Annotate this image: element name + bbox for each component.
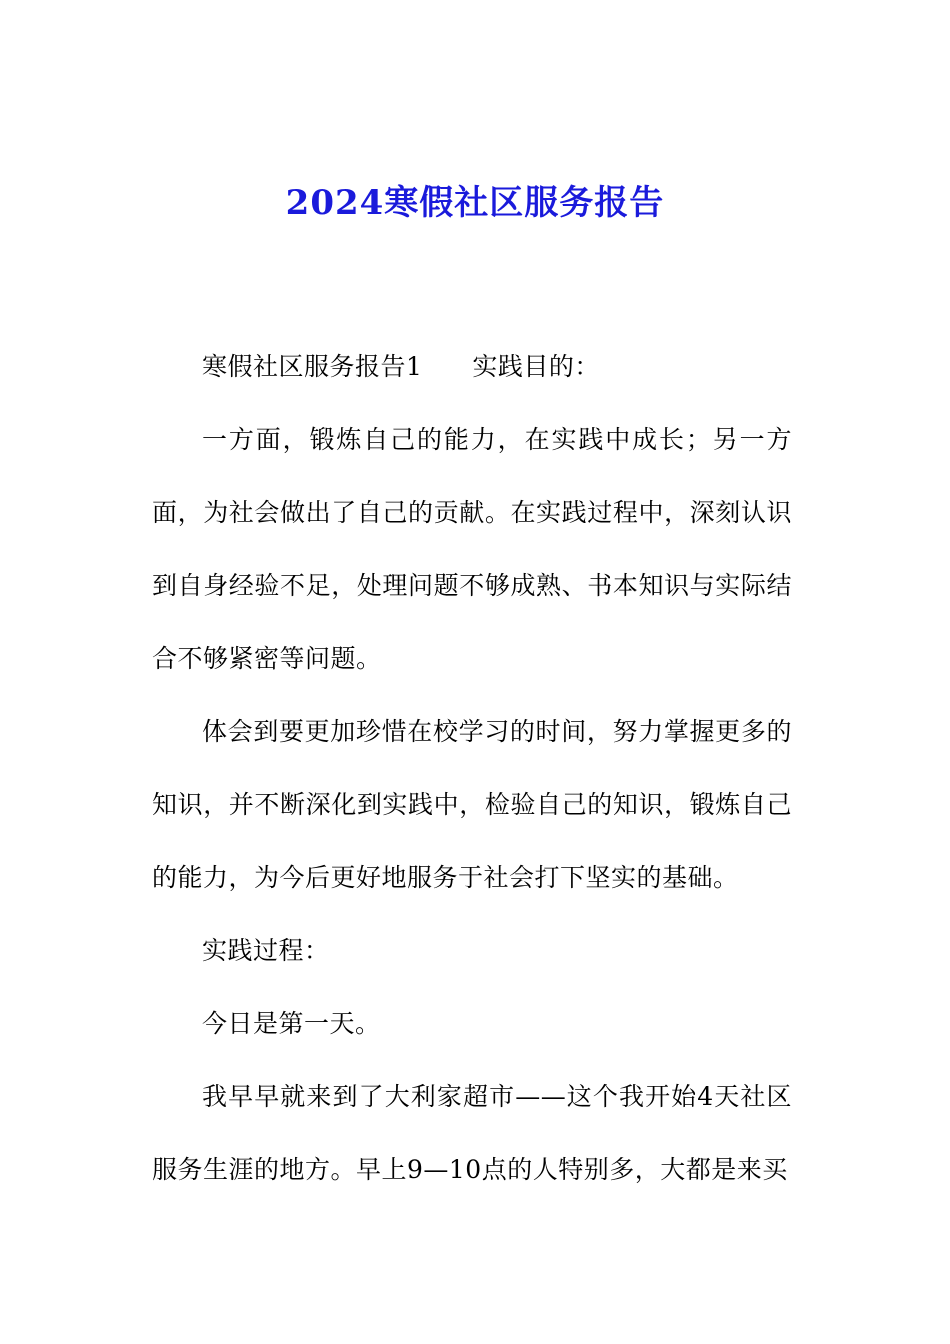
section-label-purpose: 实践目的： — [472, 352, 600, 381]
document-body — [152, 330, 792, 1206]
paragraph-supermarket: 我早早就来到了大利家超市——这个我开始4天社区服务生涯的地方。早上9—10点的人特别多，大都是来买 — [152, 1082, 792, 1184]
document-title: 2024寒假社区服务报告 — [285, 183, 665, 223]
section-label-process: 实践过程： — [202, 936, 330, 965]
paragraph-reflection: 体会到要更加珍惜在校学习的时间，努力掌握更多的知识，并不断深化到实践中，检验自己的知识，锻炼自己的能力，为今后更好地服务于社会打下坚实的基础。 — [152, 717, 792, 892]
report-heading: 寒假社区服务报告1 — [202, 352, 423, 381]
report-heading-line — [152, 330, 792, 403]
paragraph-purpose: 一方面，锻炼自己的能力，在实践中成长；另一方面，为社会做出了自己的贡献。在实践过程中，深刻认识到自身经验不足，处理问题不够成熟、书本知识与实际结合不够紧密等问题。 — [152, 425, 792, 673]
paragraph-day-one: 今日是第一天。 — [202, 1009, 381, 1038]
